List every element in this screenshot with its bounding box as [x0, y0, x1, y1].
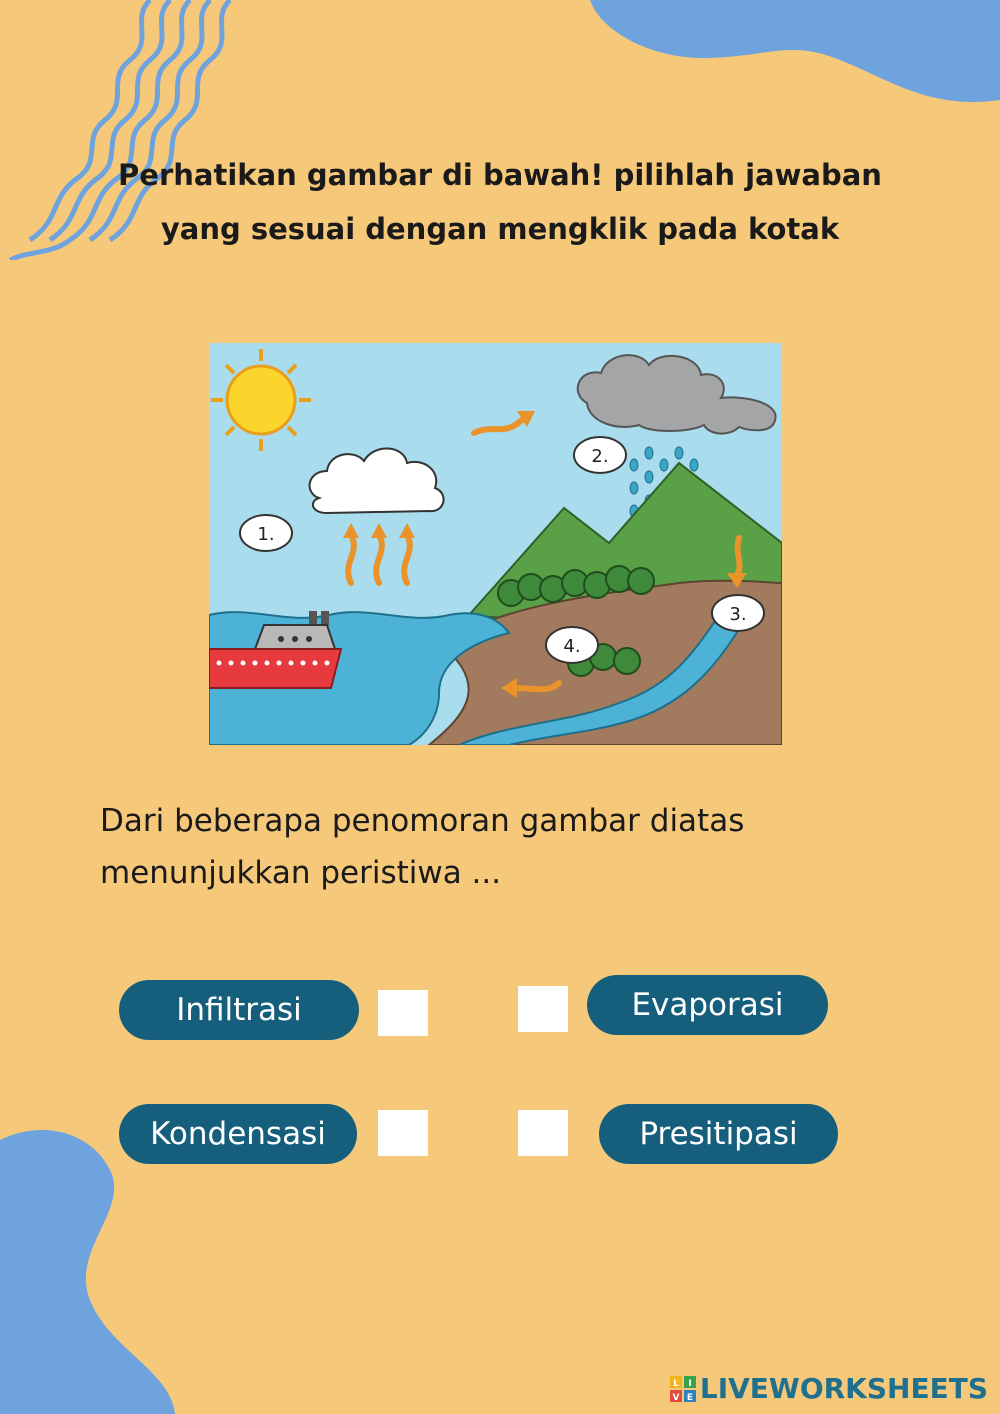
answer-box-infiltrasi[interactable]: [378, 990, 428, 1036]
svg-text:L: L: [673, 1378, 679, 1389]
svg-text:I: I: [688, 1378, 692, 1389]
liveworksheets-logo-icon: [670, 1376, 696, 1402]
svg-text:2.: 2.: [591, 446, 609, 467]
question-text: [100, 795, 860, 899]
question-line-2: menunjukkan peristiwa ...: [100, 855, 502, 891]
option-label-kondensasi: Kondensasi: [119, 1104, 357, 1164]
brand-name: LIVEWORKSHEETS: [699, 1372, 988, 1405]
water-cycle-illustration: [209, 343, 782, 745]
option-label-presitipasi: Presitipasi: [599, 1104, 838, 1164]
answer-box-presitipasi[interactable]: [518, 1110, 568, 1156]
answer-box-evaporasi[interactable]: [518, 986, 568, 1032]
question-line-1: Dari beberapa penomoran gambar diatas: [100, 803, 745, 839]
svg-text:1.: 1.: [257, 524, 275, 545]
figure-label-4: [546, 627, 598, 663]
instruction-text: Perhatikan gambar di bawah! pilihlah jawaban yang sesuai dengan mengklik pada kotak: [118, 158, 882, 246]
blob-decoration-bottom-left: [0, 1120, 190, 1414]
svg-text:E: E: [686, 1392, 693, 1402]
liveworksheets-logo: [670, 1372, 988, 1405]
blob-decoration-top-right: [560, 0, 1000, 120]
answer-box-kondensasi[interactable]: [378, 1110, 428, 1156]
figure-label-1: [240, 515, 292, 551]
svg-text:3.: 3.: [729, 604, 747, 625]
svg-text:V: V: [672, 1392, 680, 1402]
option-label-evaporasi: Evaporasi: [587, 975, 828, 1035]
option-label-infiltrasi: Infiltrasi: [119, 980, 359, 1040]
figure-label-2: [574, 437, 626, 473]
svg-text:4.: 4.: [563, 636, 581, 657]
figure-label-3: [712, 595, 764, 631]
